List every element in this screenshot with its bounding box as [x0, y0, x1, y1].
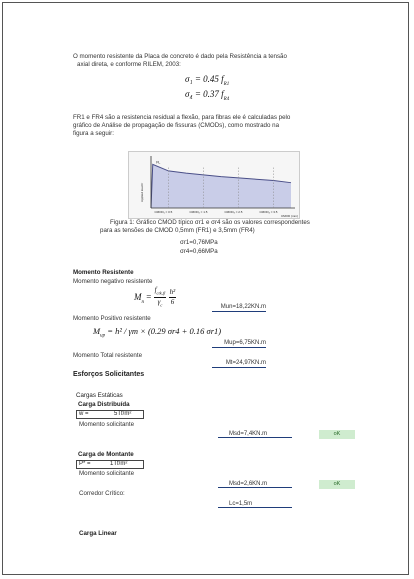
momento-resistente-heading: Momento Resistente — [73, 269, 134, 276]
sigma-r4-value: σr4=0,66MPa — [180, 248, 218, 255]
corredor-critico-result: Lc=1,5m — [218, 500, 292, 508]
carga-montante-input[interactable] — [76, 460, 144, 469]
document-page — [2, 2, 409, 575]
carga-distribuida-input[interactable] — [76, 410, 144, 419]
carga-distribuida-status-badge: oK — [319, 430, 355, 439]
annotation-cmod-2: CMOD₂ = 1.5 — [189, 210, 208, 214]
cmod-chart — [128, 151, 300, 219]
momento-positivo-label: Momento Positivo resistente — [73, 315, 151, 322]
momento-negativo-label: Momento negativo resistente — [73, 278, 153, 285]
paragraph-2-line-1: FR1 e FR4 são a resistencia residual a flexão, para fibras ele é calculadas pelo — [73, 114, 291, 121]
intro-line-2: axial direta, e conforme RILEM, 2003: — [77, 61, 181, 68]
carga-distribuida-input-value: 5Tf/m² — [114, 411, 132, 417]
momento-negativo-result: Mun=18,22KN.m — [212, 303, 266, 312]
annotation-cmod-4: CMOD₄ = 3.5 — [259, 210, 278, 214]
esforcos-solicitantes-heading: Esforços Solicitantes — [73, 371, 145, 378]
y-axis-label: Applied load F — [140, 182, 144, 202]
carga-montante-status-badge: oK — [319, 480, 355, 489]
equation-sigma-1: σ₁ = 0.45 $f_{R1}$ — [185, 74, 230, 87]
momento-total-label: Momento Total resistente — [73, 352, 143, 359]
sigma-r1-value: σr1=0,76MPa — [180, 239, 218, 246]
x-axis-label: CMOD (mm) — [281, 214, 298, 218]
momento-positivo-result: Mup=6,75KN.m — [212, 339, 266, 348]
carga-distribuida-moment-label: Momento solicitante — [79, 421, 135, 428]
carga-distribuida-heading: Carga Distribuída — [78, 401, 130, 408]
carga-montante-heading: Carga de Montante — [78, 451, 134, 458]
figure-caption-line-1: Figura 1: Gráfico CMOD típico σr1 e σr4 são os valores correspondentes — [110, 219, 310, 226]
annotation-fl: FL — [156, 160, 161, 165]
equation-sigma-4: σ₄ = 0.37 $f_{R4}$ — [185, 89, 230, 102]
corredor-critico-label: Corredor Crítico: — [79, 490, 125, 497]
carga-montante-input-label: P* = — [79, 461, 91, 467]
paragraph-2-line-2: gráfico de Análise de propagação de fissuras (CMODs), como mostrado na — [73, 122, 280, 129]
cmod-chart-svg — [129, 152, 299, 218]
annotation-cmod-3: CMOD₃ = 2.5 — [224, 210, 243, 214]
annotation-cmod-1: CMOD₁ = 0.5 — [154, 210, 173, 214]
paragraph-2-line-3: figura a seguir: — [73, 130, 114, 137]
intro-line-1: O momento resistente da Placa de concreto é dado pela Resistência a tensão — [73, 53, 287, 60]
carga-distribuida-moment-result: Msd=7,4KN.m — [218, 430, 292, 438]
carga-montante-moment-label: Momento solicitante — [79, 470, 135, 477]
figure-caption-line-2: para as tensões de CMOD 0,5mm (FR1) e 3,5mm (FR4) — [100, 227, 255, 234]
equation-momento-negativo: $M_n$ = $\frac{f_{ctk,fl}}{\gamma_c}$ $\frac{\text{h²}}{6}$ — [134, 286, 176, 308]
carga-linear-heading: Carga Linear — [79, 530, 117, 537]
equation-momento-positivo: $M_{up} = h^2 / \gamma m \times (0.29$ σr4 + 0.16 σr1) — [93, 326, 222, 339]
carga-distribuida-input-label: w = — [79, 411, 89, 417]
momento-total-result: Mt=24,97KN.m — [212, 359, 266, 368]
cargas-estaticas-heading: Cargas Estáticas — [76, 392, 123, 399]
carga-montante-input-value: 1Tf/m² — [110, 461, 128, 467]
carga-montante-moment-result: Msd=2,6KN.m — [218, 480, 292, 488]
